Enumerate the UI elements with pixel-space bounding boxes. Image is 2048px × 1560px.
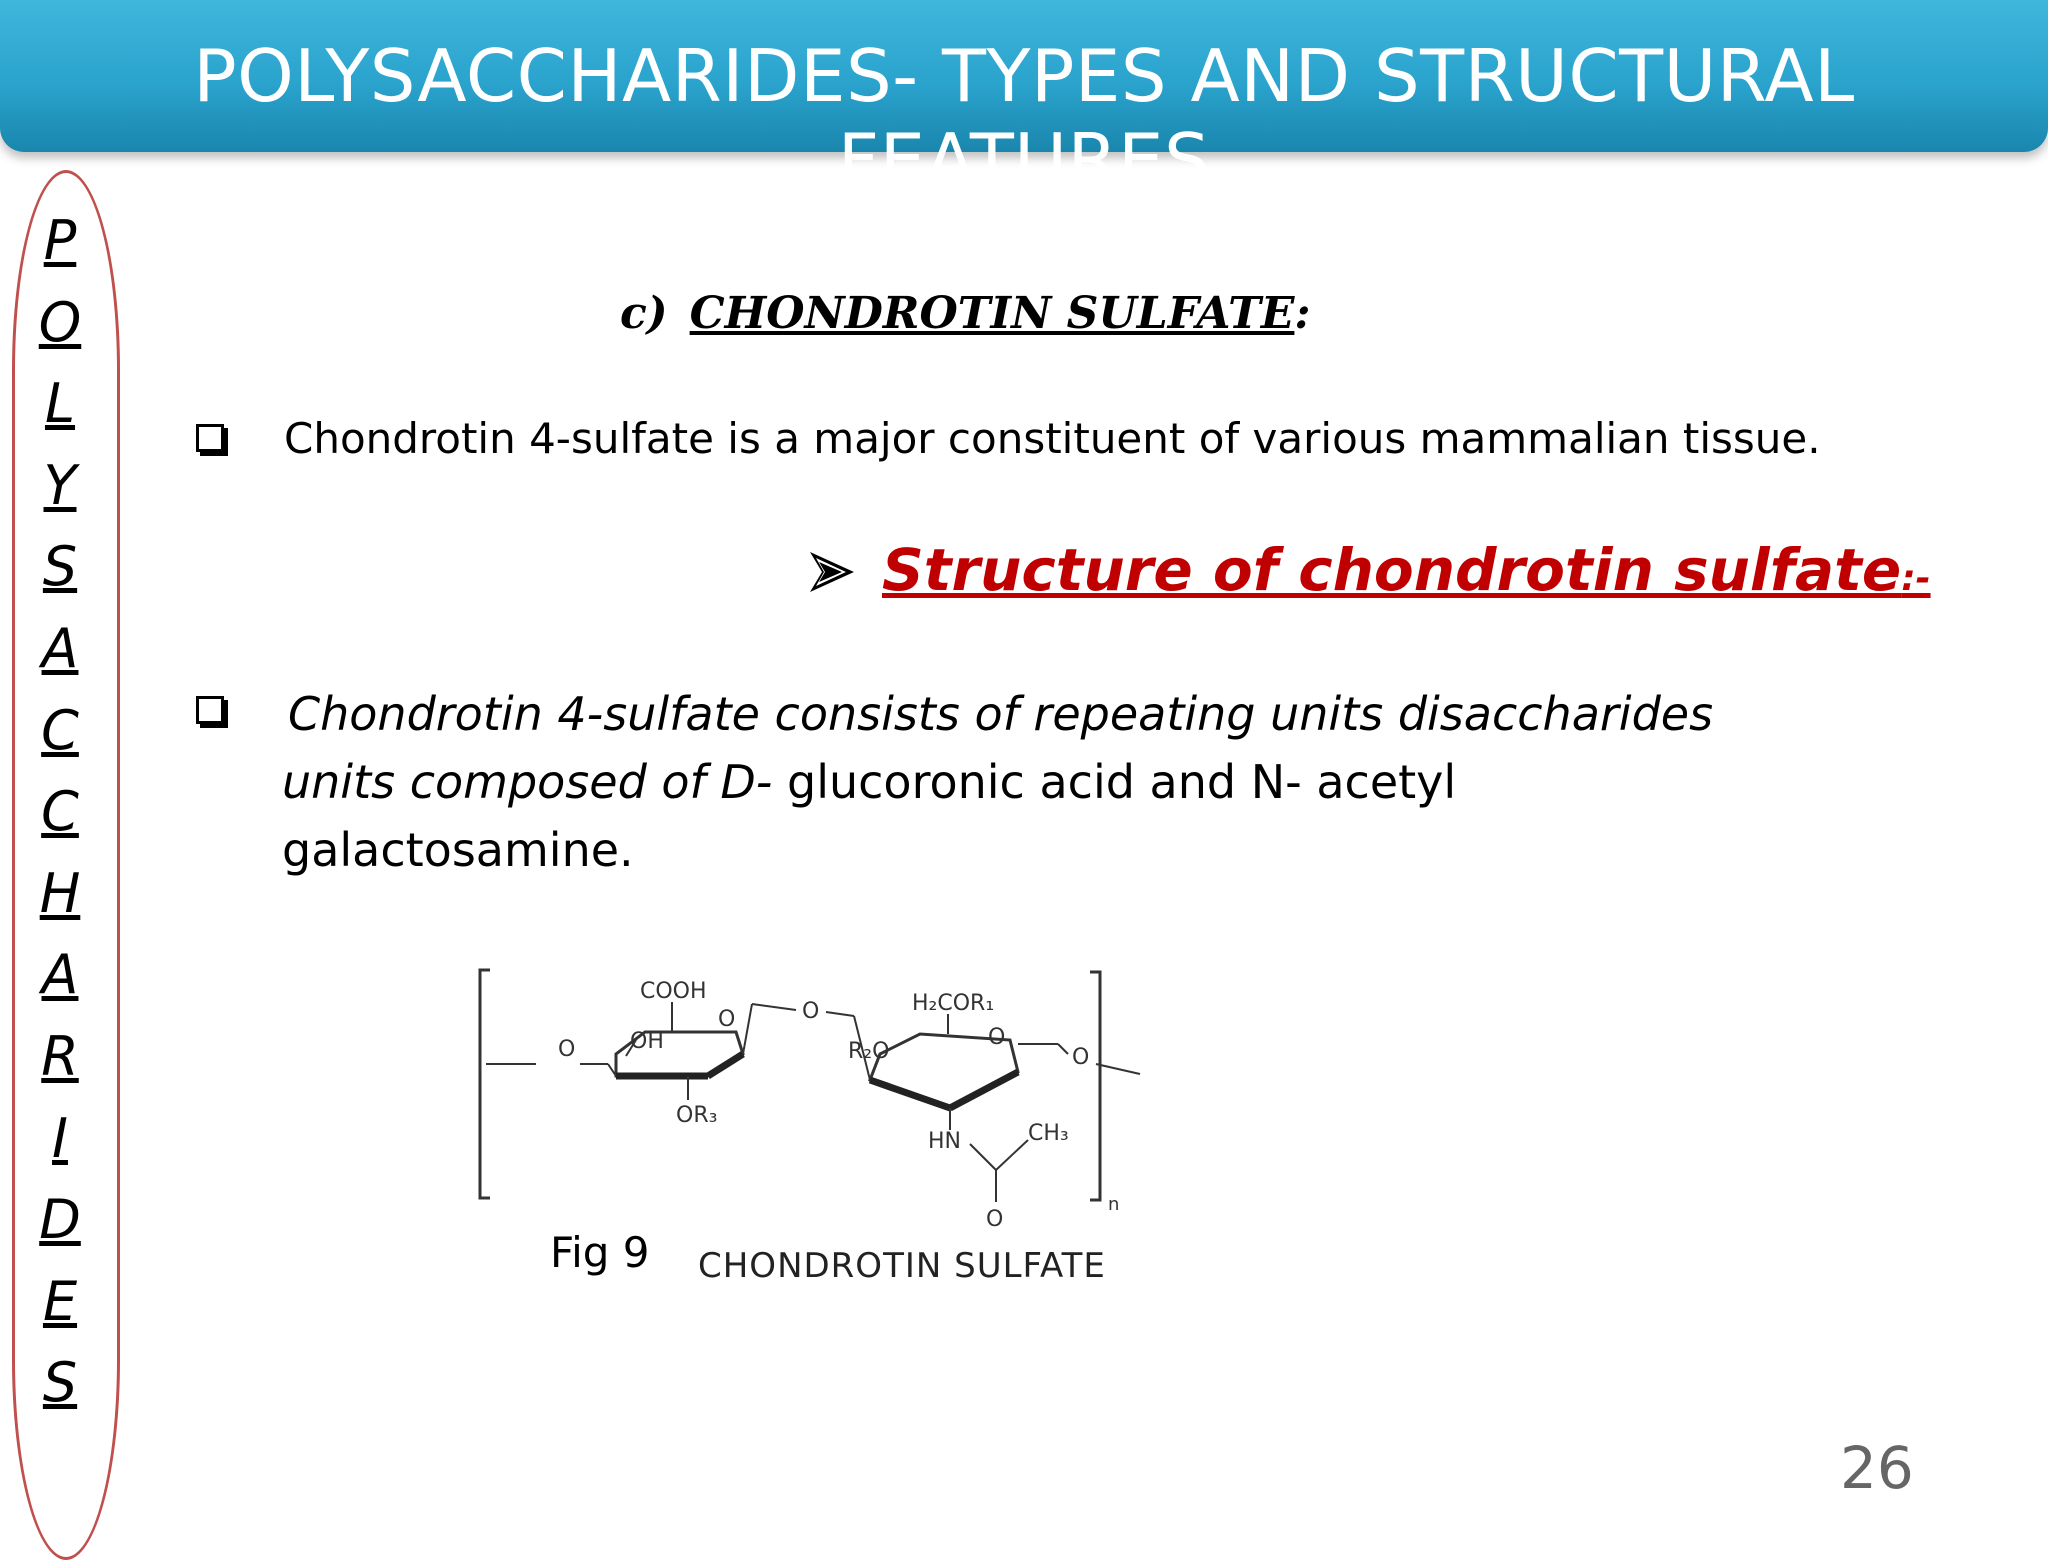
checkbox-bullet-icon [196, 424, 224, 452]
figure-number: Fig 9 [550, 1228, 650, 1277]
sidebar-letter: P [43, 209, 77, 272]
atom-label: COOH [640, 979, 707, 1004]
sidebar-letter: E [42, 1269, 78, 1333]
sidebar-vertical-word [20, 200, 100, 1424]
section-heading [620, 288, 1311, 339]
sidebar-letter: H [39, 861, 81, 925]
atom-label: O [1072, 1045, 1090, 1070]
atom-label: O [718, 1007, 736, 1032]
section-title: CHONDROTIN SULFATE [689, 288, 1295, 339]
atom-label: CH₃ [1028, 1121, 1069, 1146]
sidebar-letter: A [41, 943, 79, 1007]
sidebar-letter: C [41, 780, 79, 844]
structure-heading-text: Structure of chondrotin sulfate [882, 536, 1902, 604]
slide-title: POLYSACCHARIDES- TYPES AND STRUCTURAL FEATURES [193, 34, 1855, 202]
sidebar-letter: I [52, 1106, 68, 1170]
sidebar-letter: Y [43, 453, 77, 517]
arrow-bullet-icon [808, 548, 856, 596]
bullet-text-1: Chondrotin 4-sulfate is a major constituent of various mammalian tissue. [284, 414, 1821, 463]
bullet-text-2 [282, 680, 1782, 884]
repeat-subscript: n [1108, 1194, 1120, 1215]
sidebar-letter: R [41, 1024, 79, 1088]
structure-heading [882, 536, 1931, 604]
atom-label: H₂COR₁ [912, 991, 995, 1016]
atom-label: O [986, 1207, 1004, 1232]
sidebar-letter: L [44, 372, 76, 436]
bullet-text-2-normal: glucoronic acid and N- acetyl galactosamine. [282, 755, 1457, 877]
bond-line [1096, 1064, 1140, 1074]
sidebar-letter: O [38, 290, 82, 354]
section-colon: : [1294, 288, 1311, 339]
sidebar-letter: S [42, 535, 78, 599]
atom-label: OH [630, 1029, 664, 1054]
structure-heading-suffix: :- [1901, 558, 1931, 599]
figure-caption: CHONDROTIN SULFATE [698, 1246, 1106, 1286]
atom-label: R₂O [848, 1039, 890, 1064]
sidebar-letter: C [41, 698, 79, 762]
section-letter: c) [620, 288, 668, 339]
atom-label: O [802, 999, 820, 1024]
bullet-text-2-italic: Chondrotin 4-sulfate consists of repeating units disaccharides units composed of D- [282, 687, 1714, 809]
sidebar-letter: D [39, 1188, 81, 1252]
sidebar-letter: S [42, 1351, 78, 1415]
atom-label: O [558, 1037, 576, 1062]
checkbox-bullet-icon [196, 696, 224, 724]
atom-label: HN [928, 1129, 961, 1154]
atom-label: O [988, 1025, 1006, 1050]
title-bar [0, 0, 2048, 202]
left-bracket [480, 970, 490, 1198]
sidebar-letter: A [41, 616, 79, 680]
atom-label: OR₃ [676, 1103, 718, 1128]
right-bracket [1090, 972, 1100, 1200]
page-number: 26 [1840, 1434, 1914, 1502]
